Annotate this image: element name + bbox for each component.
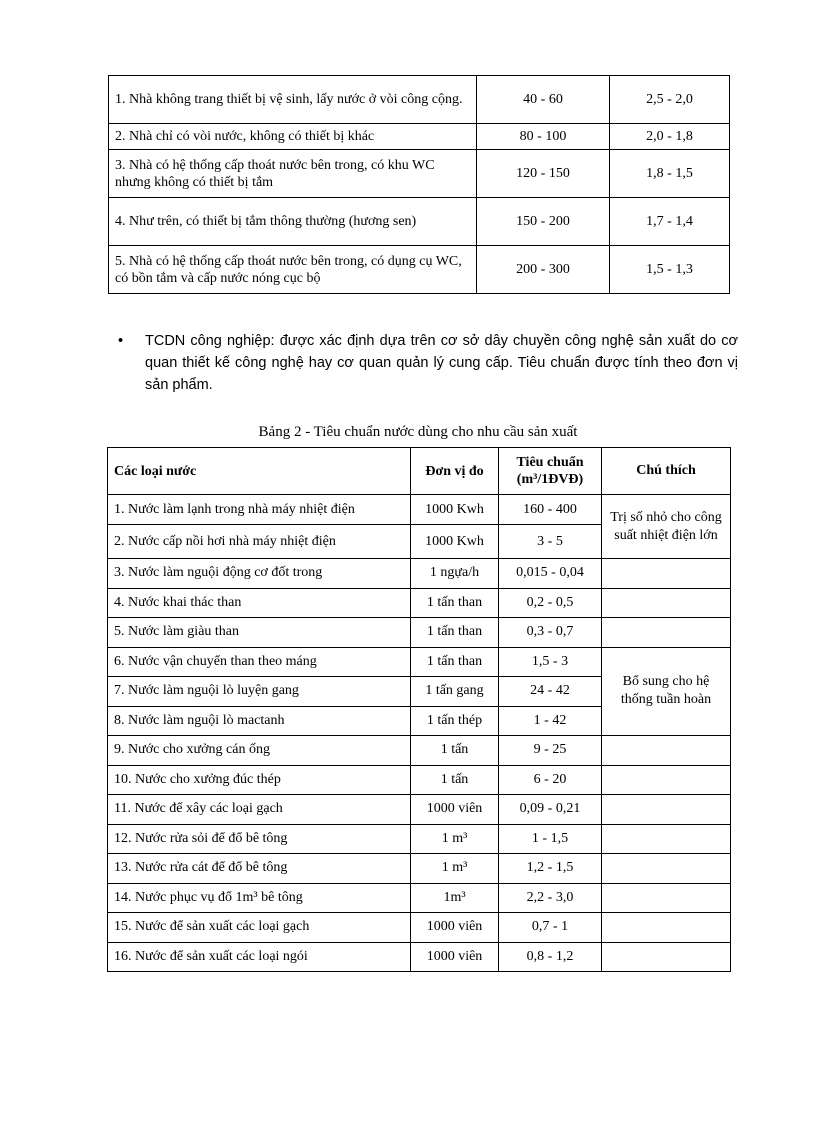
table-row <box>108 854 731 884</box>
table-cell: 1,5 - 1,3 <box>610 246 730 294</box>
table-row <box>109 246 730 294</box>
note-cell <box>602 854 731 884</box>
note-cell <box>602 588 731 618</box>
table-cell: 4. Nước khai thác than <box>108 588 411 618</box>
table-cell: 1 - 42 <box>499 706 602 736</box>
note-cell <box>602 736 731 766</box>
note-cell: Trị số nhỏ cho công suất nhiệt điện lớn <box>602 495 731 559</box>
table-cell: 1m³ <box>411 883 499 913</box>
column-header-unit: Đơn vị đo <box>411 448 499 495</box>
table-row <box>108 795 731 825</box>
table-cell: 1000 Kwh <box>411 525 499 559</box>
table-cell: 8. Nước làm nguội lò mactanh <box>108 706 411 736</box>
table-cell: 2,0 - 1,8 <box>610 124 730 150</box>
table-cell: 1 tấn than <box>411 618 499 648</box>
note-cell <box>602 559 731 589</box>
table-row <box>108 883 731 913</box>
table-cell: 5. Nhà có hệ thống cấp thoát nước bên trong, có dụng cụ WC, có bồn tắm và cấp nước nóng cục bộ <box>109 246 477 294</box>
table-row <box>108 647 731 677</box>
table-row <box>108 824 731 854</box>
table-cell: 1 - 1,5 <box>499 824 602 854</box>
table-cell: 1,5 - 3 <box>499 647 602 677</box>
table-cell: 4. Như trên, có thiết bị tắm thông thường (hương sen) <box>109 198 477 246</box>
table-row <box>108 736 731 766</box>
table-cell: 1,7 - 1,4 <box>610 198 730 246</box>
table-cell: 1 tấn gang <box>411 677 499 707</box>
table-cell: 0,2 - 0,5 <box>499 588 602 618</box>
note-cell: Bổ sung cho hệ thống tuần hoàn <box>602 647 731 736</box>
table-cell: 1 tấn thép <box>411 706 499 736</box>
table-row <box>109 198 730 246</box>
table-cell: 9. Nước cho xưởng cán ống <box>108 736 411 766</box>
note-cell <box>602 618 731 648</box>
bullet-icon: • <box>118 333 124 349</box>
table-cell: 2. Nước cấp nồi hơi nhà máy nhiệt điện <box>108 525 411 559</box>
table-row <box>109 150 730 198</box>
table-cell: 5. Nước làm giàu than <box>108 618 411 648</box>
table-cell: 1 tấn than <box>411 647 499 677</box>
table-cell: 14. Nước phục vụ đổ 1m³ bê tông <box>108 883 411 913</box>
column-header-type: Các loại nước <box>108 448 411 495</box>
column-header-standard-line2: (m³/1ĐVĐ) <box>516 472 584 487</box>
table-cell: 1000 viên <box>411 795 499 825</box>
table-cell: 2. Nhà chỉ có vòi nước, không có thiết bị khác <box>109 124 477 150</box>
table-cell: 1000 viên <box>411 942 499 972</box>
note-cell <box>602 942 731 972</box>
column-header-standard-line1: Tiêu chuẩn <box>516 455 584 470</box>
industrial-water-table <box>107 447 731 972</box>
bullet-paragraph <box>118 330 738 396</box>
table-row <box>108 765 731 795</box>
table-cell: 11. Nước để xây các loại gạch <box>108 795 411 825</box>
table-cell: 1000 Kwh <box>411 495 499 525</box>
table-cell: 24 - 42 <box>499 677 602 707</box>
table-row <box>108 942 731 972</box>
note-cell <box>602 765 731 795</box>
note-cell <box>602 913 731 943</box>
table-cell: 3. Nhà có hệ thống cấp thoát nước bên trong, có khu WC nhưng không có thiết bị tắm <box>109 150 477 198</box>
table-cell: 13. Nước rửa cát để đổ bê tông <box>108 854 411 884</box>
table-cell: 1000 viên <box>411 913 499 943</box>
table-cell: 9 - 25 <box>499 736 602 766</box>
residential-water-table <box>108 75 730 294</box>
table-cell: 40 - 60 <box>477 76 610 124</box>
table-cell: 1 m³ <box>411 824 499 854</box>
table-cell: 150 - 200 <box>477 198 610 246</box>
table-row <box>108 913 731 943</box>
note-cell <box>602 824 731 854</box>
table-cell: 0,7 - 1 <box>499 913 602 943</box>
table-cell: 12. Nước rửa sỏi để đổ bê tông <box>108 824 411 854</box>
table-cell: 1. Nước làm lạnh trong nhà máy nhiệt điện <box>108 495 411 525</box>
table-row <box>108 495 731 525</box>
table-cell: 1 tấn <box>411 765 499 795</box>
table-cell: 80 - 100 <box>477 124 610 150</box>
table-cell: 0,015 - 0,04 <box>499 559 602 589</box>
table-cell: 120 - 150 <box>477 150 610 198</box>
table-cell: 16. Nước để sản xuất các loại ngói <box>108 942 411 972</box>
table-cell: 6. Nước vận chuyển than theo máng <box>108 647 411 677</box>
table-row <box>108 559 731 589</box>
table-cell: 1,2 - 1,5 <box>499 854 602 884</box>
note-cell <box>602 883 731 913</box>
note-cell <box>602 795 731 825</box>
table-cell: 7. Nước làm nguội lò luyện gang <box>108 677 411 707</box>
table-cell: 0,8 - 1,2 <box>499 942 602 972</box>
paragraph-text: TCDN công nghiệp: được xác định dựa trên cơ sở dây chuyền công nghệ sản xuất do cơ quan thiết kế công nghệ hay cơ quan quản lý cung cấp. Tiêu chuẩn được tính theo đơn vị sản phẩm. <box>145 333 738 393</box>
table-cell: 1 ngựa/h <box>411 559 499 589</box>
table-cell: 1. Nhà không trang thiết bị vệ sinh, lấy nước ở vòi công cộng. <box>109 76 477 124</box>
table-cell: 15. Nước để sản xuất các loại gạch <box>108 913 411 943</box>
table-cell: 3. Nước làm nguội động cơ đốt trong <box>108 559 411 589</box>
table-cell: 1 tấn <box>411 736 499 766</box>
table-row <box>109 124 730 150</box>
table-cell: 1,8 - 1,5 <box>610 150 730 198</box>
table-cell: 3 - 5 <box>499 525 602 559</box>
table-header-row <box>108 448 731 495</box>
table-row <box>109 76 730 124</box>
table-cell: 1 m³ <box>411 854 499 884</box>
table-cell: 0,3 - 0,7 <box>499 618 602 648</box>
table-cell: 1 tấn than <box>411 588 499 618</box>
table-row <box>108 588 731 618</box>
table-row <box>108 618 731 648</box>
column-header-note: Chú thích <box>602 448 731 495</box>
table-cell: 6 - 20 <box>499 765 602 795</box>
table-cell: 10. Nước cho xưởng đúc thép <box>108 765 411 795</box>
column-header-standard <box>499 448 602 495</box>
table-cell: 200 - 300 <box>477 246 610 294</box>
table-cell: 0,09 - 0,21 <box>499 795 602 825</box>
table-caption: Bảng 2 - Tiêu chuẩn nước dùng cho nhu cầu sản xuất <box>258 424 578 440</box>
table-cell: 2,2 - 3,0 <box>499 883 602 913</box>
table-cell: 2,5 - 2,0 <box>610 76 730 124</box>
table-cell: 160 - 400 <box>499 495 602 525</box>
